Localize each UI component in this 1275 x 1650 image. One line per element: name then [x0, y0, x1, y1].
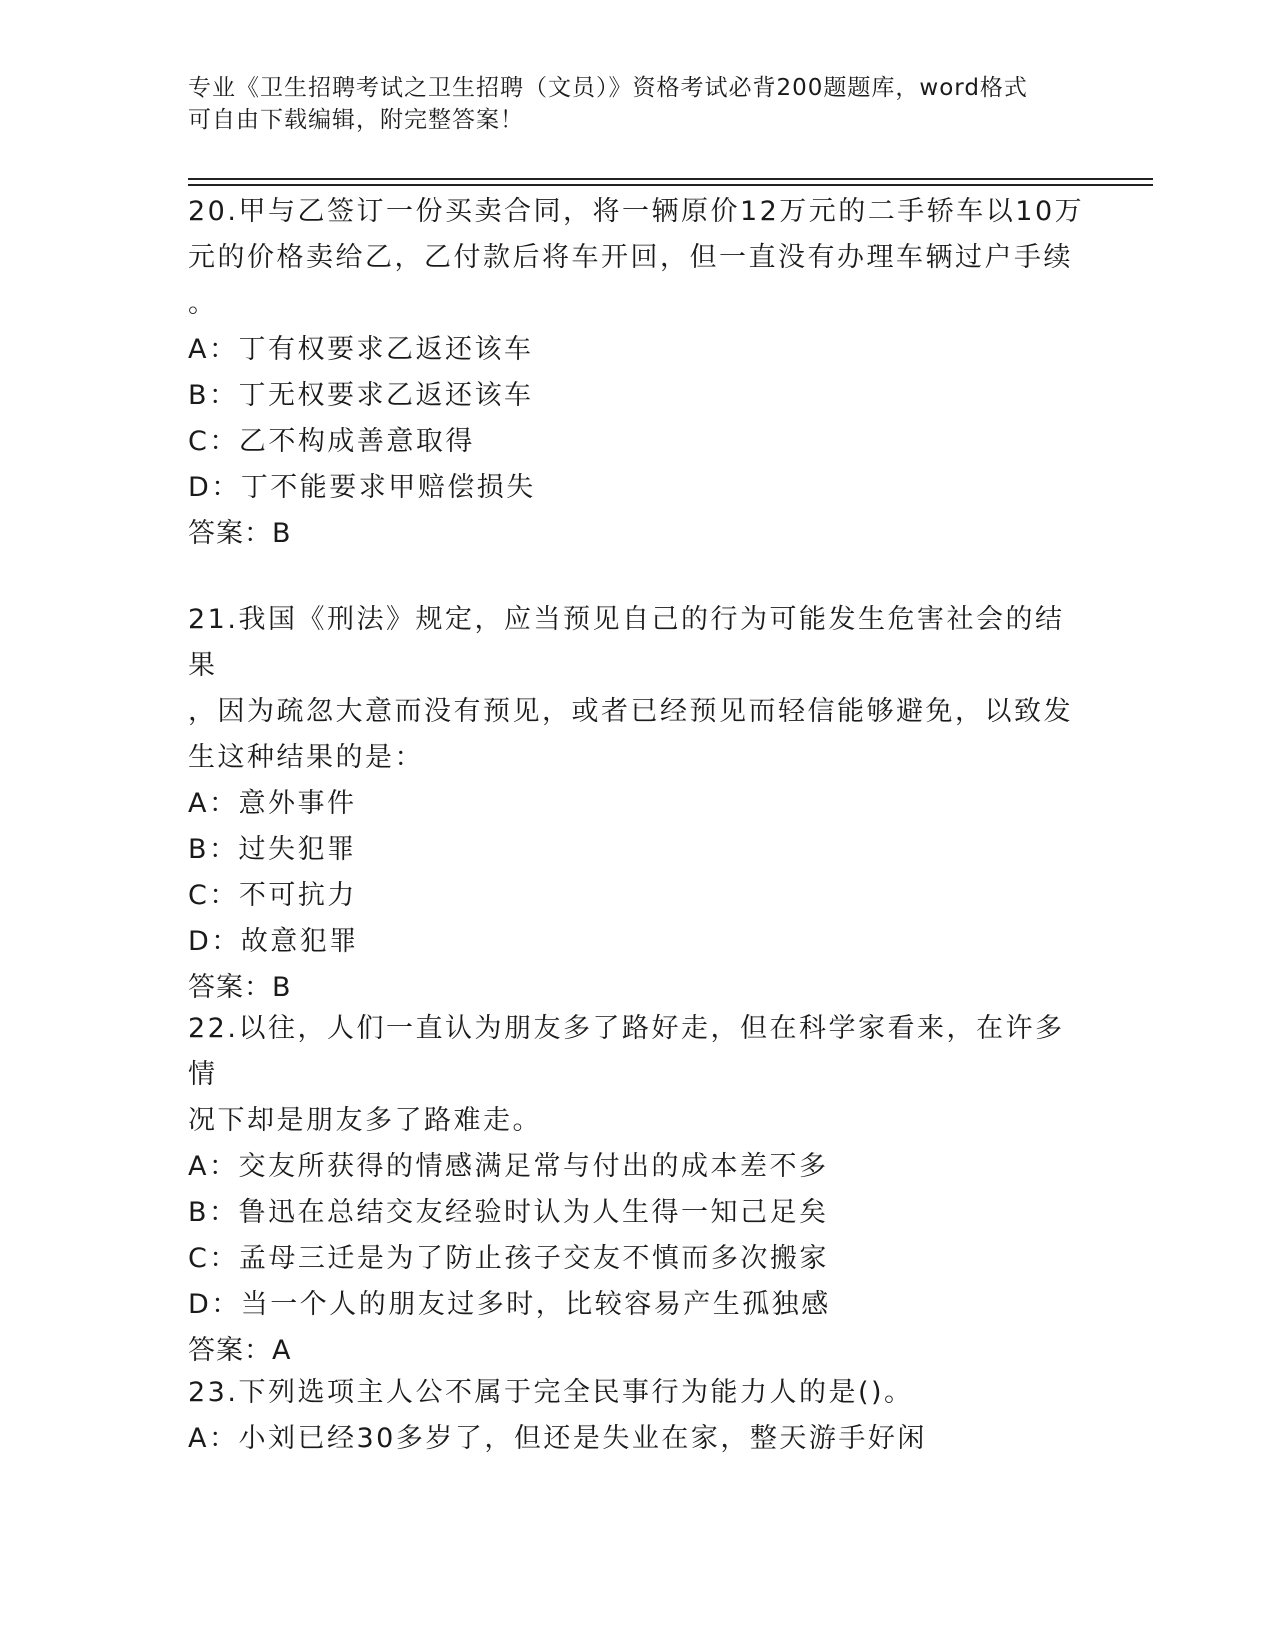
option-a: A：意外事件 [188, 788, 357, 819]
question-stem-line: 23.下列选项主人公不属于完全民事行为能力人的是()。 [188, 1377, 914, 1408]
document-header [188, 72, 1088, 136]
question-stem-line: 元的价格卖给乙，乙付款后将车开回，但一直没有办理车辆过户手续 [188, 242, 1073, 273]
header-divider-bottom [188, 184, 1153, 186]
option-b: B：过失犯罪 [188, 834, 357, 865]
option-a: A：丁有权要求乙返还该车 [188, 334, 534, 365]
question-stem-line: 20.甲与乙签订一份买卖合同，将一辆原价12万元的二手轿车以10万 [188, 196, 1085, 227]
option-c: C：不可抗力 [188, 880, 357, 911]
answer: 答案：B [188, 972, 292, 1003]
question-stem-line: 生这种结果的是： [188, 742, 424, 773]
option-b: B：鲁迅在总结交友经验时认为人生得一知己足矣 [188, 1197, 829, 1228]
option-c: C：孟母三迁是为了防止孩子交友不慎而多次搬家 [188, 1243, 829, 1274]
answer: 答案：B [188, 518, 292, 549]
option-a: A：小刘已经30多岁了，但还是失业在家，整天游手好闲 [188, 1423, 927, 1454]
option-c: C：乙不构成善意取得 [188, 426, 475, 457]
question-22 [188, 1006, 1088, 1374]
header-line-2: 可自由下载编辑，附完整答案！ [188, 107, 524, 133]
option-d: D：故意犯罪 [188, 926, 359, 957]
question-stem-line: ，因为疏忽大意而没有预见，或者已经预见而轻信能够避免，以致发 [188, 696, 1073, 727]
question-stem-line: 22.以往，人们一直认为朋友多了路好走，但在科学家看来，在许多情 [188, 1013, 1065, 1090]
header-divider-top [188, 178, 1153, 180]
option-b: B：丁无权要求乙返还该车 [188, 380, 534, 411]
question-20 [188, 189, 1088, 557]
question-stem-line: 21.我国《刑法》规定，应当预见自己的行为可能发生危害社会的结果 [188, 604, 1065, 681]
question-21 [188, 597, 1088, 1011]
question-stem-line: 况下却是朋友多了路难走。 [188, 1105, 542, 1136]
header-line-1: 专业《卫生招聘考试之卫生招聘（文员）》资格考试必背200题题库，word格式 [188, 75, 1028, 101]
option-a: A：交友所获得的情感满足常与付出的成本差不多 [188, 1151, 829, 1182]
answer: 答案：A [188, 1335, 292, 1366]
option-d: D：丁不能要求甲赔偿损失 [188, 472, 536, 503]
question-stem-line: 。 [188, 288, 218, 319]
option-d: D：当一个人的朋友过多时，比较容易产生孤独感 [188, 1289, 831, 1320]
question-23 [188, 1370, 1088, 1462]
